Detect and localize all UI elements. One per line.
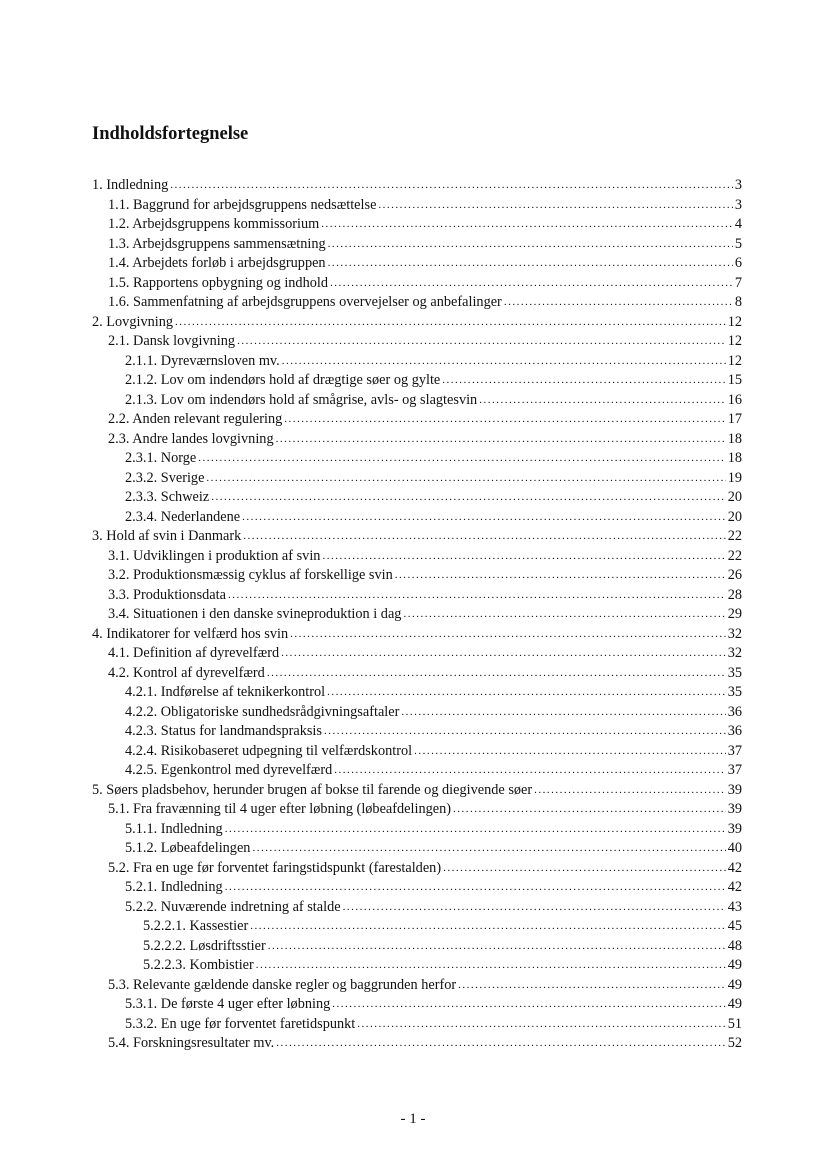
toc-entry (92, 235, 742, 255)
dot-leader (479, 390, 725, 411)
toc-entry (92, 664, 742, 684)
toc-entry-page: 35 (727, 684, 742, 700)
dot-leader (504, 292, 733, 313)
toc-entry-title: 4.2.3. Status for landmandspraksis (125, 723, 322, 739)
toc-entry-page: 39 (727, 801, 742, 817)
toc-entry-page: 16 (727, 391, 742, 408)
dot-leader (228, 585, 726, 606)
toc-entry-title: 4.2.4. Risikobaseret udpegning til velfærdskontrol (125, 742, 413, 759)
dot-leader (225, 877, 726, 898)
toc-entry-title: 2. Lovgivning (92, 313, 174, 330)
toc-entry (92, 449, 742, 469)
toc-entry (92, 430, 742, 450)
toc-entry-page: 26 (727, 567, 742, 583)
dot-leader (237, 331, 726, 352)
toc-entry-title: 4.1. Definition af dyrevelfærd (108, 645, 280, 661)
toc-entry (92, 995, 742, 1015)
toc-entry-title: 5.2. Fra en uge før forventet faringstidspunkt (farestalden) (108, 859, 442, 876)
toc-entry-title: 2.3. Andre landes lovgivning (108, 430, 274, 447)
toc-entry-title: 4.2. Kontrol af dyrevelfærd (108, 664, 265, 681)
dot-leader (534, 780, 726, 801)
toc-entry (92, 274, 742, 294)
toc-entry-page: 35 (727, 664, 742, 681)
toc-entry (92, 352, 742, 372)
toc-entry-title: 5.2.2.2. Løsdriftsstier (143, 937, 266, 954)
dot-leader (256, 955, 726, 976)
dot-leader (334, 760, 725, 781)
dot-leader (206, 468, 725, 489)
toc-entry (92, 800, 742, 820)
toc-entry-page: 51 (727, 1015, 742, 1032)
toc-entry (92, 371, 742, 391)
dot-leader (198, 448, 725, 469)
toc-entry (92, 761, 742, 781)
toc-entry-title: 2.3.2. Sverige (125, 469, 205, 486)
toc-entry (92, 683, 742, 703)
toc-entry (92, 976, 742, 996)
toc-entry-page: 15 (727, 372, 742, 388)
toc-entry (92, 196, 742, 216)
toc-entry-page: 32 (727, 645, 742, 661)
toc-entry-title: 2.3.3. Schweiz (125, 489, 210, 505)
dot-leader (324, 721, 726, 742)
toc-entry (92, 898, 742, 918)
toc-entry-page: 40 (727, 840, 742, 856)
toc-entry-page: 36 (727, 703, 742, 720)
toc-entry-page: 49 (727, 976, 742, 993)
toc-entry (92, 917, 742, 937)
toc-entry-title: 2.2. Anden relevant regulering (108, 411, 283, 427)
toc-entry-title: 2.3.1. Norge (125, 450, 197, 466)
toc-entry (92, 956, 742, 976)
toc-entry-title: 5.1. Fra fravænning til 4 uger efter løbning (løbeafdelingen) (108, 801, 452, 817)
dot-leader (442, 370, 725, 391)
dot-leader (357, 1014, 725, 1035)
toc-entry (92, 176, 742, 196)
toc-entry-title: 1.6. Sammenfatning af arbejdsgruppens overvejelser og anbefalinger (108, 294, 502, 310)
dot-leader (395, 565, 726, 586)
toc-entry-page: 20 (727, 489, 742, 505)
toc-entry (92, 859, 742, 879)
dot-leader (328, 253, 733, 274)
toc-entry-title: 5.1.1. Indledning (125, 820, 223, 837)
toc-entry-page: 12 (727, 313, 742, 330)
toc-entry-page: 45 (727, 918, 742, 934)
toc-entry-title: 5.3. Relevante gældende danske regler og baggrunden herfor (108, 976, 457, 993)
toc-entry-title: 4.2.1. Indførelse af teknikerkontrol (125, 684, 326, 700)
toc-entry-page: 12 (727, 333, 742, 349)
toc-entry-title: 4.2.2. Obligatoriske sundhedsrådgivningsaftaler (125, 703, 400, 720)
toc-entry-title: 1.2. Arbejdsgruppens kommissorium (108, 216, 320, 232)
toc-entry-title: 4. Indikatorer for velfærd hos svin (92, 625, 289, 642)
toc-entry-page: 4 (734, 216, 742, 232)
dot-leader (403, 604, 725, 625)
toc-entry (92, 937, 742, 957)
toc-entry-title: 2.3.4. Nederlandene (125, 508, 241, 525)
dot-leader (211, 487, 726, 508)
dot-leader (321, 214, 733, 235)
dot-leader (281, 643, 726, 664)
toc-entry-page: 43 (727, 898, 742, 915)
toc-entry (92, 508, 742, 528)
toc-entry-title: 5.2.2.3. Kombistier (143, 957, 254, 973)
toc-entry (92, 586, 742, 606)
dot-leader (243, 526, 725, 547)
toc-entry (92, 566, 742, 586)
dot-leader (401, 702, 725, 723)
dot-leader (290, 624, 726, 645)
toc-entry (92, 605, 742, 625)
toc-entry-page: 28 (727, 586, 742, 603)
toc-entry (92, 469, 742, 489)
dot-leader (378, 195, 732, 216)
toc-entry-page: 8 (734, 294, 742, 310)
toc-entry-page: 49 (727, 957, 742, 973)
toc-entry-title: 3.4. Situationen i den danske svineproduktion i dag (108, 606, 402, 622)
toc-entry-page: 18 (727, 450, 742, 466)
toc-entry-page: 3 (734, 177, 742, 193)
toc-entry (92, 332, 742, 352)
toc-entry (92, 742, 742, 762)
toc-entry-title: 3.2. Produktionsmæssig cyklus af forskellige svin (108, 567, 393, 583)
dot-leader (175, 312, 726, 333)
toc-entry-title: 5.2.2.1. Kassestier (143, 918, 249, 934)
toc-entry-title: 5. Søers pladsbehov, herunder brugen af bokse til farende og diegivende søer (92, 781, 533, 798)
dot-leader (343, 897, 726, 918)
toc-entry-title: 1.1. Baggrund for arbejdsgruppens nedsættelse (108, 196, 377, 213)
dot-leader (225, 819, 726, 840)
toc-entry-page: 49 (727, 996, 742, 1012)
toc-entry-page: 5 (734, 235, 742, 252)
table-of-contents (92, 176, 742, 1054)
toc-entry-title: 2.1.3. Lov om indendørs hold af smågrise, avls- og slagtesvin (125, 391, 478, 408)
toc-entry-title: 2.1.2. Lov om indendørs hold af drægtige søer og gylte (125, 372, 441, 388)
toc-entry-title: 5.3.2. En uge før forventet faretidspunkt (125, 1015, 356, 1032)
toc-entry-title: 3.3. Produktionsdata (108, 586, 226, 603)
dot-leader (267, 663, 726, 684)
toc-entry (92, 547, 742, 567)
toc-entry-title: 5.4. Forskningsresultater mv. (108, 1035, 275, 1051)
dot-leader (282, 351, 726, 372)
toc-entry-title: 1.4. Arbejdets forløb i arbejdsgruppen (108, 255, 326, 271)
dot-leader (328, 234, 733, 255)
toc-entry-page: 42 (727, 859, 742, 876)
toc-entry (92, 781, 742, 801)
dot-leader (276, 1033, 725, 1054)
toc-entry (92, 254, 742, 274)
toc-entry-title: 3. Hold af svin i Danmark (92, 528, 242, 544)
toc-entry-page: 17 (727, 411, 742, 427)
dot-leader (453, 799, 726, 820)
page-title: Indholdsfortegnelse (92, 124, 249, 144)
dot-leader (443, 858, 726, 879)
toc-entry (92, 293, 742, 313)
toc-entry (92, 313, 742, 333)
toc-entry-page: 37 (727, 762, 742, 778)
toc-entry-page: 48 (727, 937, 742, 954)
toc-entry-title: 2.1. Dansk lovgivning (108, 333, 236, 349)
page-number: - 1 - (400, 1111, 426, 1127)
toc-entry-title: 5.2.1. Indledning (125, 879, 223, 895)
toc-entry-page: 6 (734, 255, 742, 271)
dot-leader (170, 175, 733, 196)
toc-entry-page: 18 (727, 430, 742, 447)
dot-leader (332, 994, 725, 1015)
dot-leader (252, 838, 725, 859)
toc-entry-title: 2.1.1. Dyreværnsloven mv. (125, 352, 280, 369)
toc-entry-page: 7 (734, 274, 742, 291)
toc-entry (92, 839, 742, 859)
dot-leader (284, 409, 725, 430)
toc-entry-title: 4.2.5. Egenkontrol med dyrevelfærd (125, 762, 333, 778)
toc-entry (92, 625, 742, 645)
toc-entry (92, 1034, 742, 1054)
dot-leader (250, 916, 725, 937)
toc-entry (92, 644, 742, 664)
toc-entry (92, 878, 742, 898)
toc-entry-title: 3.1. Udviklingen i produktion af svin (108, 547, 321, 564)
toc-entry-page: 12 (727, 352, 742, 369)
dot-leader (327, 682, 726, 703)
toc-entry-title: 5.1.2. Løbeafdelingen (125, 840, 251, 856)
toc-entry-page: 42 (727, 879, 742, 895)
dot-leader (458, 975, 726, 996)
toc-entry-page: 32 (727, 625, 742, 642)
toc-entry (92, 391, 742, 411)
toc-entry-title: 1.5. Rapportens opbygning og indhold (108, 274, 329, 291)
toc-entry (92, 1015, 742, 1035)
dot-leader (268, 936, 726, 957)
toc-entry-page: 36 (727, 723, 742, 739)
toc-entry (92, 703, 742, 723)
toc-entry-page: 22 (727, 528, 742, 544)
toc-entry (92, 527, 742, 547)
toc-entry (92, 410, 742, 430)
toc-entry (92, 215, 742, 235)
toc-entry-title: 1. Indledning (92, 177, 169, 193)
dot-leader (242, 507, 726, 528)
toc-entry-page: 22 (727, 547, 742, 564)
toc-entry-page: 20 (727, 508, 742, 525)
dot-leader (330, 273, 733, 294)
toc-entry-title: 1.3. Arbejdsgruppens sammensætning (108, 235, 326, 252)
toc-entry-page: 52 (727, 1035, 742, 1051)
toc-entry-page: 39 (727, 820, 742, 837)
toc-entry-page: 29 (727, 606, 742, 622)
dot-leader (322, 546, 725, 567)
toc-entry-page: 19 (727, 469, 742, 486)
toc-entry-page: 3 (734, 196, 742, 213)
toc-entry-title: 5.3.1. De første 4 uger efter løbning (125, 996, 331, 1012)
dot-leader (414, 741, 726, 762)
toc-entry-page: 37 (727, 742, 742, 759)
toc-entry (92, 488, 742, 508)
toc-entry (92, 722, 742, 742)
dot-leader (276, 429, 726, 450)
toc-entry-title: 5.2.2. Nuværende indretning af stalde (125, 898, 341, 915)
toc-entry (92, 820, 742, 840)
toc-entry-page: 39 (727, 781, 742, 798)
